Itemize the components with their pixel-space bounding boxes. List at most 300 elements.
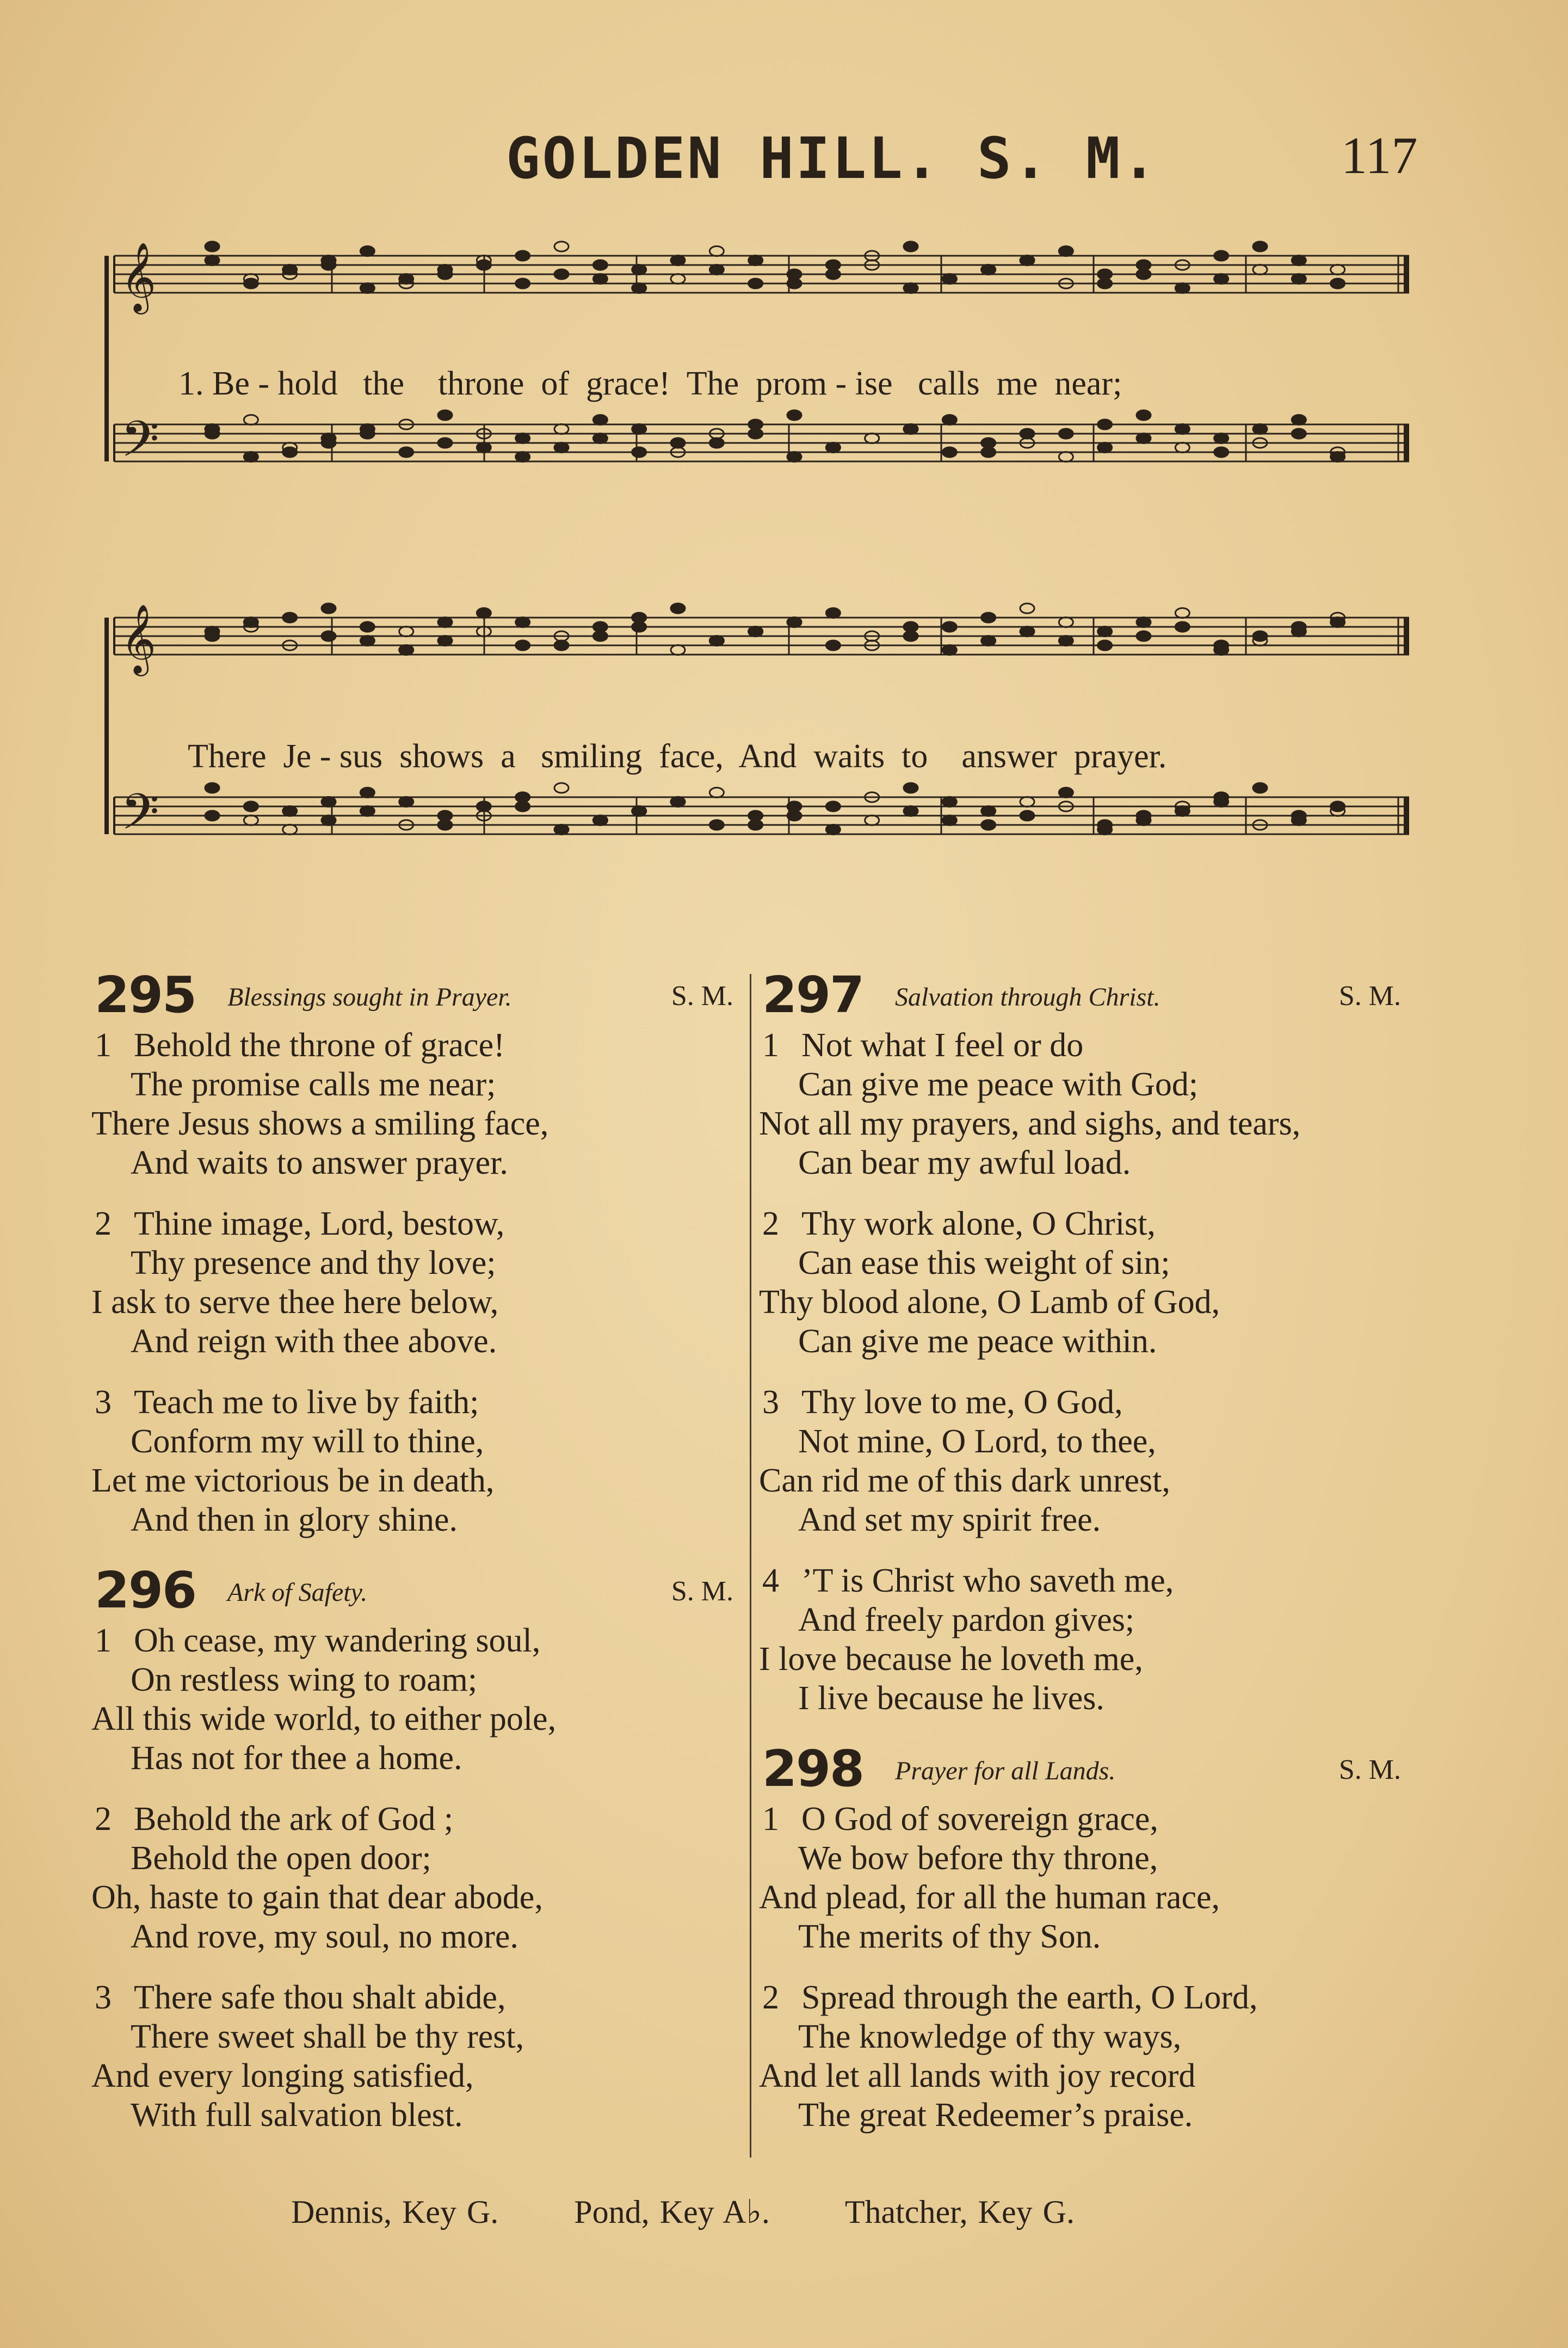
note-head <box>942 447 956 457</box>
verse-line <box>759 1104 1417 1143</box>
note-head <box>554 443 569 453</box>
note-head <box>904 631 918 641</box>
note-head <box>904 284 918 293</box>
note-head <box>244 816 258 825</box>
hymn-header <box>91 966 750 1026</box>
verse-text: And rove, my soul, no more. <box>131 1918 518 1955</box>
verse-line <box>91 1621 750 1660</box>
note-head <box>1098 825 1112 835</box>
verse-line <box>759 2017 1417 2056</box>
treble-clef: 𝄞 <box>121 242 157 311</box>
verse-number: 4 <box>762 1562 779 1599</box>
music-score <box>98 218 1415 914</box>
final-barline <box>1404 256 1409 293</box>
verse-text: And waits to answer prayer. <box>131 1144 508 1181</box>
verse-line <box>759 1500 1417 1539</box>
note-head <box>283 613 297 623</box>
note-head <box>516 279 530 288</box>
verse-text: Let me victorious be in death, <box>91 1462 495 1499</box>
note-head <box>904 783 918 793</box>
verse <box>759 1204 1417 1361</box>
page-number: 117 <box>1341 126 1418 184</box>
column-divider <box>750 974 751 2158</box>
note-head <box>1020 627 1034 637</box>
verse-text: We bow before thy throne, <box>798 1840 1158 1877</box>
note-head <box>709 265 724 275</box>
note-head <box>787 811 801 821</box>
verse-text: All this wide world, to either pole, <box>91 1700 557 1737</box>
note-head <box>1331 618 1345 627</box>
note-head <box>787 618 801 627</box>
note-head <box>749 279 763 288</box>
verse-text: Not what I feel or do <box>801 1027 1084 1064</box>
note-head <box>554 825 569 835</box>
final-barline <box>1404 618 1409 655</box>
note-head <box>632 622 646 632</box>
verse <box>759 1026 1417 1182</box>
verse-line <box>91 1500 750 1539</box>
note-head <box>593 631 607 641</box>
verse-number: 1 <box>95 1622 112 1659</box>
note-head <box>438 410 452 420</box>
note-head <box>942 816 956 825</box>
note-head <box>1059 246 1073 256</box>
verse-line <box>759 1640 1417 1679</box>
verse <box>91 1799 750 1956</box>
verse-text: There Jesus shows a smiling face, <box>91 1105 549 1142</box>
note-head <box>865 816 879 825</box>
verse-text: ’T is Christ who saveth me, <box>801 1562 1174 1599</box>
note-head <box>516 640 530 650</box>
note-head <box>516 618 530 627</box>
note-head <box>438 438 452 448</box>
note-head <box>1292 429 1306 439</box>
note-head <box>709 438 724 448</box>
note-head <box>1175 443 1189 453</box>
note-head <box>554 424 569 434</box>
bass-clef: 𝄢 <box>121 410 159 480</box>
verse-text: Not all my prayers, and sighs, and tears, <box>759 1105 1301 1142</box>
note-head <box>399 645 413 655</box>
hymn-number: 295 <box>95 966 196 1024</box>
note-head <box>1292 627 1306 637</box>
note-head <box>671 645 685 655</box>
note-head <box>554 269 569 279</box>
note-head <box>1253 783 1267 793</box>
hymn-meter: S. M. <box>671 981 733 1012</box>
verse-line <box>759 1978 1417 2017</box>
verse-text: The promise calls me near; <box>131 1066 496 1103</box>
verse-line <box>759 1383 1417 1422</box>
note-head <box>516 802 530 811</box>
verse-line <box>91 1978 750 2017</box>
verse-line <box>91 1799 750 1839</box>
note-head <box>244 279 258 288</box>
verse-number: 1 <box>95 1027 112 1064</box>
verse-line <box>91 1839 750 1878</box>
note-head <box>360 424 374 434</box>
verse-text: O God of sovereign grace, <box>801 1801 1158 1838</box>
note-head <box>632 424 646 434</box>
note-head <box>1175 622 1189 632</box>
note-head <box>322 631 336 641</box>
right-column <box>759 966 1417 2156</box>
verse-line <box>759 1839 1417 1878</box>
note-head <box>981 265 996 275</box>
alternate-tunes <box>291 2193 1075 2231</box>
alt-tune-thatcher: Thatcher, Key G. <box>844 2194 1075 2230</box>
note-head <box>1059 636 1073 646</box>
verse-text: Spread through the earth, O Lord, <box>801 1979 1258 2016</box>
verse-line <box>759 1026 1417 1065</box>
note-head <box>593 816 607 825</box>
verse-line <box>759 1204 1417 1243</box>
note-head <box>360 806 374 816</box>
note-head <box>1253 242 1267 251</box>
note-head <box>709 636 724 646</box>
verse-line <box>759 2096 1417 2135</box>
note-head <box>322 797 336 807</box>
note-head <box>438 618 452 627</box>
note-head <box>554 783 569 793</box>
note-head <box>516 452 530 462</box>
verse-line <box>91 2096 750 2135</box>
note-head <box>787 802 801 811</box>
note-head <box>1059 618 1073 627</box>
note-head <box>244 802 258 811</box>
verse-text: Behold the ark of God ; <box>134 1801 454 1838</box>
verse <box>91 1978 750 2135</box>
note-head <box>554 242 569 251</box>
note-head <box>360 622 374 632</box>
note-head <box>516 251 530 261</box>
hymn-header <box>759 966 1417 1026</box>
hymn-header <box>91 1561 750 1621</box>
note-head <box>244 415 258 425</box>
note-head <box>283 825 297 835</box>
note-head <box>749 256 763 266</box>
note-head <box>1098 420 1112 429</box>
note-head <box>205 811 219 821</box>
verse-text: Thy love to me, O God, <box>801 1384 1123 1421</box>
verse-line <box>91 1204 750 1243</box>
note-head <box>749 820 763 830</box>
verse-line <box>91 1917 750 1956</box>
note-head <box>1098 443 1112 453</box>
note-head <box>981 636 996 646</box>
verse-text: Thy presence and thy love; <box>131 1244 496 1281</box>
note-head <box>322 260 336 270</box>
verse-number: 2 <box>762 1205 779 1242</box>
verse <box>91 1026 750 1182</box>
note-head <box>1059 452 1073 462</box>
note-head <box>1137 434 1151 443</box>
note-head <box>399 797 413 807</box>
verse-text: The knowledge of thy ways, <box>798 2018 1182 2055</box>
note-head <box>671 438 685 448</box>
bass-clef: 𝄢 <box>121 783 159 853</box>
note-head <box>399 274 413 284</box>
verse-text: Can give me peace within. <box>798 1323 1157 1360</box>
verse-text: Can bear my awful load. <box>798 1144 1131 1181</box>
verse-text: And set my spirit free. <box>798 1501 1101 1538</box>
hymn-title: Blessings sought in Prayer. <box>227 983 512 1012</box>
note-head <box>477 443 491 453</box>
hymn-title: Salvation through Christ. <box>895 983 1160 1012</box>
note-head <box>1098 269 1112 279</box>
verse-text: I ask to serve thee here below, <box>91 1284 499 1321</box>
note-head <box>904 242 918 251</box>
note-head <box>1214 797 1229 807</box>
note-head <box>1137 410 1151 420</box>
note-head <box>632 284 646 293</box>
verse-line <box>91 2056 750 2096</box>
verse-text: I love because he loveth me, <box>759 1641 1143 1678</box>
verse-text: Behold the open door; <box>131 1840 431 1877</box>
note-head <box>1098 279 1112 288</box>
verse-text: Thine image, Lord, bestow, <box>134 1205 505 1242</box>
verse-text: Has not for thee a home. <box>131 1740 462 1777</box>
verse <box>759 1561 1417 1718</box>
note-head <box>981 806 996 816</box>
note-head <box>1292 256 1306 266</box>
note-head <box>981 613 996 623</box>
verse-text: Conform my will to thine, <box>131 1423 484 1460</box>
note-head <box>709 788 724 798</box>
note-head <box>477 608 491 618</box>
verse-line <box>91 1026 750 1065</box>
note-head <box>826 608 840 618</box>
note-head <box>981 820 996 830</box>
note-head <box>593 434 607 443</box>
verse-line <box>759 1283 1417 1322</box>
left-column <box>91 966 750 2156</box>
verse-text: Can ease this weight of sin; <box>798 1244 1170 1281</box>
note-head <box>632 613 646 623</box>
note-head <box>1175 424 1189 434</box>
verse-text: Can rid me of this dark unrest, <box>759 1462 1170 1499</box>
hymn-tune-title: GOLDEN HILL. S. M. <box>506 125 1159 192</box>
note-head <box>360 788 374 798</box>
note-head <box>942 415 956 425</box>
verse-text: Can give me peace with God; <box>798 1066 1199 1103</box>
verse <box>759 1799 1417 1956</box>
note-head <box>826 260 840 270</box>
note-head <box>787 452 801 462</box>
verse-line <box>91 1739 750 1778</box>
note-head <box>1059 429 1073 439</box>
verse-line <box>91 1699 750 1739</box>
verse-line <box>91 1322 750 1361</box>
verse-number: 3 <box>95 1979 112 2016</box>
note-head <box>516 434 530 443</box>
note-head <box>942 645 956 655</box>
note-head <box>1331 279 1345 288</box>
verse-line <box>759 1600 1417 1640</box>
verse-text: And reign with thee above. <box>131 1323 497 1360</box>
note-head <box>1020 797 1034 807</box>
note-head <box>671 274 685 284</box>
verse-number: 3 <box>762 1384 779 1421</box>
note-head <box>399 627 413 637</box>
note-head <box>1137 269 1151 279</box>
verse-line <box>759 1561 1417 1600</box>
note-head <box>1331 802 1345 811</box>
verse-text: And let all lands with joy record <box>759 2057 1196 2094</box>
note-head <box>1020 256 1034 266</box>
verse-line <box>91 1383 750 1422</box>
note-head <box>1292 811 1306 821</box>
verse-text: The great Redeemer’s praise. <box>798 2097 1193 2134</box>
note-head <box>1214 645 1229 655</box>
note-head <box>1253 265 1267 275</box>
verse-text: There sweet shall be thy rest, <box>131 2018 524 2055</box>
verse-line <box>91 1104 750 1143</box>
note-head <box>593 622 607 632</box>
verse-line <box>91 1461 750 1500</box>
note-head <box>632 265 646 275</box>
system-brace <box>104 618 109 834</box>
hymn-296 <box>91 1561 750 2135</box>
note-head <box>1214 434 1229 443</box>
treble-clef: 𝄞 <box>121 603 157 673</box>
note-head <box>749 420 763 429</box>
verse-number: 1 <box>762 1027 779 1064</box>
lyrics-line-1: 1. Be - hold the throne of grace! The prom - ise calls me near; <box>178 365 1122 402</box>
note-head <box>593 274 607 284</box>
note-head <box>438 811 452 821</box>
verse-line <box>759 1322 1417 1361</box>
note-head <box>981 447 996 457</box>
verse-text: And then in glory shine. <box>131 1501 458 1538</box>
note-head <box>1137 260 1151 270</box>
note-head <box>749 429 763 439</box>
hymn-298 <box>759 1740 1417 2135</box>
note-head <box>554 640 569 650</box>
verse-line <box>759 1799 1417 1839</box>
note-head <box>671 603 685 613</box>
system-brace <box>104 256 109 461</box>
note-head <box>1292 274 1306 284</box>
note-head <box>1059 788 1073 798</box>
note-head <box>1137 618 1151 627</box>
note-head <box>244 452 258 462</box>
verse-text: Thy blood alone, O Lamb of God, <box>759 1284 1220 1321</box>
note-head <box>942 274 956 284</box>
note-head <box>787 410 801 420</box>
note-head <box>438 636 452 646</box>
note-head <box>1214 274 1229 284</box>
note-head <box>1098 627 1112 637</box>
note-head <box>709 820 724 830</box>
note-head <box>360 284 374 293</box>
hymn-title: Prayer for all Lands. <box>895 1757 1116 1785</box>
note-head <box>1020 603 1034 613</box>
verse-line <box>759 1243 1417 1283</box>
verse-number: 2 <box>95 1801 112 1838</box>
note-head <box>981 438 996 448</box>
verse <box>759 1978 1417 2135</box>
note-head <box>244 618 258 627</box>
note-head <box>438 265 452 275</box>
verse-line <box>91 1143 750 1182</box>
hymn-meter: S. M. <box>1338 981 1401 1012</box>
note-head <box>360 636 374 646</box>
alt-tune-dennis: Dennis, Key G. <box>291 2194 499 2230</box>
note-head <box>516 792 530 802</box>
note-head <box>1214 447 1229 457</box>
hymn-meter: S. M. <box>671 1576 733 1607</box>
note-head <box>749 627 763 637</box>
verse-line <box>91 1422 750 1461</box>
verse <box>759 1383 1417 1539</box>
hymn-number: 298 <box>762 1740 864 1798</box>
note-head <box>709 246 724 256</box>
verse-line <box>759 1143 1417 1182</box>
note-head <box>399 447 413 457</box>
verse-text: And every longing satisfied, <box>91 2057 474 2094</box>
note-head <box>1292 415 1306 425</box>
note-head <box>632 806 646 816</box>
verse-text: Oh, haste to gain that dear abode, <box>91 1879 543 1916</box>
verse-line <box>91 1283 750 1322</box>
final-barline <box>1404 424 1409 461</box>
verse-text: Teach me to live by faith; <box>134 1384 479 1421</box>
lyrics-line-2: There Je - sus shows a smiling face, And waits to answer prayer. <box>188 738 1167 775</box>
verse-text: The merits of thy Son. <box>798 1918 1101 1955</box>
note-head <box>1098 640 1112 650</box>
note-head <box>787 279 801 288</box>
note-head <box>1020 811 1034 821</box>
note-head <box>1175 284 1189 293</box>
alt-tune-pond: Pond, Key A♭. <box>574 2194 770 2230</box>
verse-text: And freely pardon gives; <box>798 1601 1135 1638</box>
note-head <box>593 415 607 425</box>
verse-number: 3 <box>95 1384 112 1421</box>
verse-text: Behold the throne of grace! <box>134 1027 505 1064</box>
verse-text: I live because he lives. <box>798 1680 1104 1717</box>
note-head <box>787 269 801 279</box>
score-staves <box>98 218 1415 914</box>
verse-number: 2 <box>95 1205 112 1242</box>
hymn-number: 297 <box>762 966 864 1024</box>
verse-line <box>91 1065 750 1104</box>
verse-text: And plead, for all the human race, <box>759 1879 1220 1916</box>
verse-line <box>759 1679 1417 1718</box>
verse-line <box>759 1065 1417 1104</box>
note-head <box>1331 452 1345 462</box>
verse-line <box>91 1660 750 1699</box>
verse-number: 2 <box>762 1979 779 2016</box>
note-head <box>826 825 840 835</box>
note-head <box>942 622 956 632</box>
verse-line <box>759 1917 1417 1956</box>
note-head <box>205 429 219 439</box>
hymn-297 <box>759 966 1417 1718</box>
note-head <box>632 447 646 457</box>
note-head <box>360 246 374 256</box>
note-head <box>1331 265 1345 275</box>
hymn-meter: S. M. <box>1338 1754 1401 1785</box>
verse-text: With full salvation blest. <box>131 2097 463 2134</box>
hymn-295 <box>91 966 750 1539</box>
note-head <box>593 260 607 270</box>
note-head <box>749 811 763 821</box>
note-head <box>205 627 219 637</box>
note-head <box>1137 816 1151 825</box>
note-head <box>671 256 685 266</box>
note-head <box>438 820 452 830</box>
